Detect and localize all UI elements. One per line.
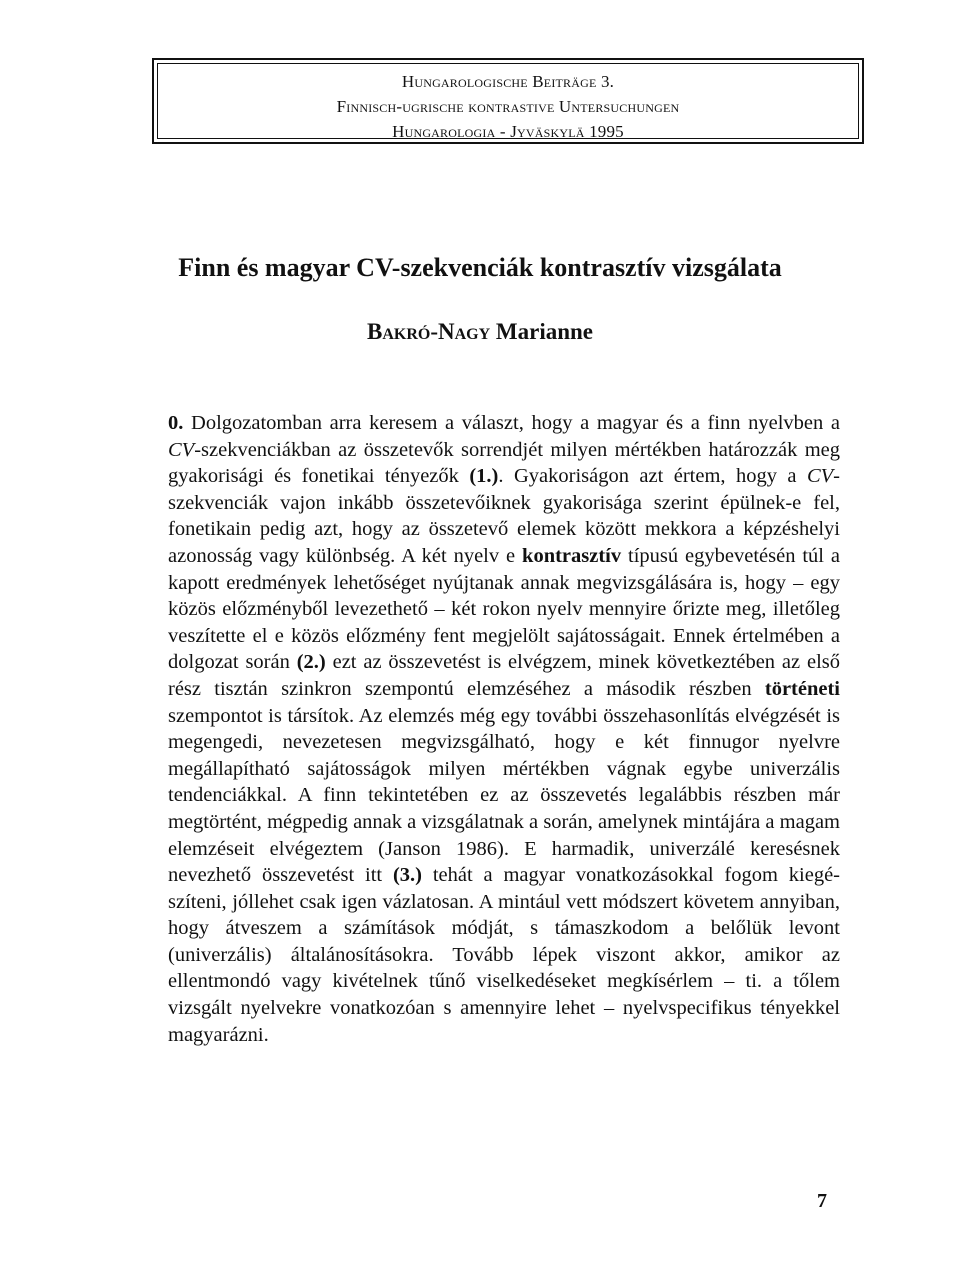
text-segment: . Gyakoriságon azt értem, hogy a <box>498 465 807 488</box>
text-segment: szempontot is társítok. Az elemzés még egy további összehasonlítás elvégzését is megengedi, nevezetesen megvizsgálható, hogy e két finnugor nyelvre megállapítható sajátosságok milyen mértékben vágnak egybe univerzális tendenciákkal. A finn tekintetében ez az összevetés legalábbis részben már megtörtént, mégpedig annak a vizsgálatnak a során, amelynek mintájára a magam elemzéseit elvégeztem (Janson 1986). E harmadik, univerzálé keresésnek nevezhető összevetést itt <box>168 704 840 887</box>
section-reference: (2.) <box>296 651 326 674</box>
cv-term: CV <box>168 438 195 461</box>
section-reference: (1.) <box>469 465 499 488</box>
emphasis-contrastive: kontrasztív <box>522 544 622 567</box>
text-segment: -szekvenciák vajon inkább összetevőiknek gyakorisága szerint épülnek-e fel, fonetikain pedig azt, hogy az összetevő elemek között mekkora a képzéshelyi azonosság vagy különbség. A két nyelv e <box>168 465 840 567</box>
emphasis-historical: történeti <box>764 677 840 700</box>
text-segment: -szekvenciákban az összetevők sorrendjét milyen mértékben határozzák meg gyakorisági és fonetikai tényezők <box>168 438 840 488</box>
body-paragraph <box>168 410 840 1048</box>
text-segment: típusú egybevetésén túl a kapott eredmények lehetőséget nyújtanak annak megvizsgálására is, hogy – egy közös előzményből levezethető – két rokon nyelv mennyire őrizte meg, illetőleg veszítette el e közös előzmény fent megjelölt sajátosságait. Ennek értelmében a dolgozat során <box>168 544 841 674</box>
article-title: Finn és magyar CV-szekvenciák kontrasztív vizsgálata <box>178 253 782 282</box>
text-segment: ezt az összevetést is elvégzem, minek következtében az első rész tisztán szinkron szempontú elemzéséhez a második részben <box>168 651 840 700</box>
series-subtitle: Finnisch-ugrische kontrastive Untersuchungen <box>336 97 680 116</box>
series-header-inner <box>157 63 859 139</box>
series-header-box <box>152 58 864 144</box>
author-surname: Bakró-Nagy <box>366 319 491 344</box>
article-author <box>0 317 960 347</box>
text-segment: Dolgozatomban arra keresem a választ, hogy a magyar és a finn nyelvben a <box>183 412 840 434</box>
series-publisher: Hungarologia - Jyväskylä 1995 <box>392 122 624 141</box>
section-reference: (3.) <box>392 864 422 887</box>
page-number: 7 <box>817 1190 827 1212</box>
text-segment: tehát a magyar vonatkozásokkal fogom kiegészíteni, jóllehet csak igen vázlatosan. A mintául vett módszert követem annyiban, hogy átveszem a számítások módját, s támaszkodom a belőlük levont (univerzális) általánosításokra. Tovább lépek viszont akkor, amikor az ellentmondó vagy kivételnek tűnő viselkedéseket megkísérlem – ti. a tőlem vizsgált nyelvekre vonatkozóan s amennyire lehet – nyelvspecifikus tényekkel magyarázni. <box>168 864 840 1046</box>
section-number: 0. <box>168 412 184 434</box>
author-given-name: Marianne <box>495 319 594 344</box>
cv-term: CV <box>806 465 834 488</box>
series-title: Hungarologische Beiträge 3. <box>401 72 615 91</box>
